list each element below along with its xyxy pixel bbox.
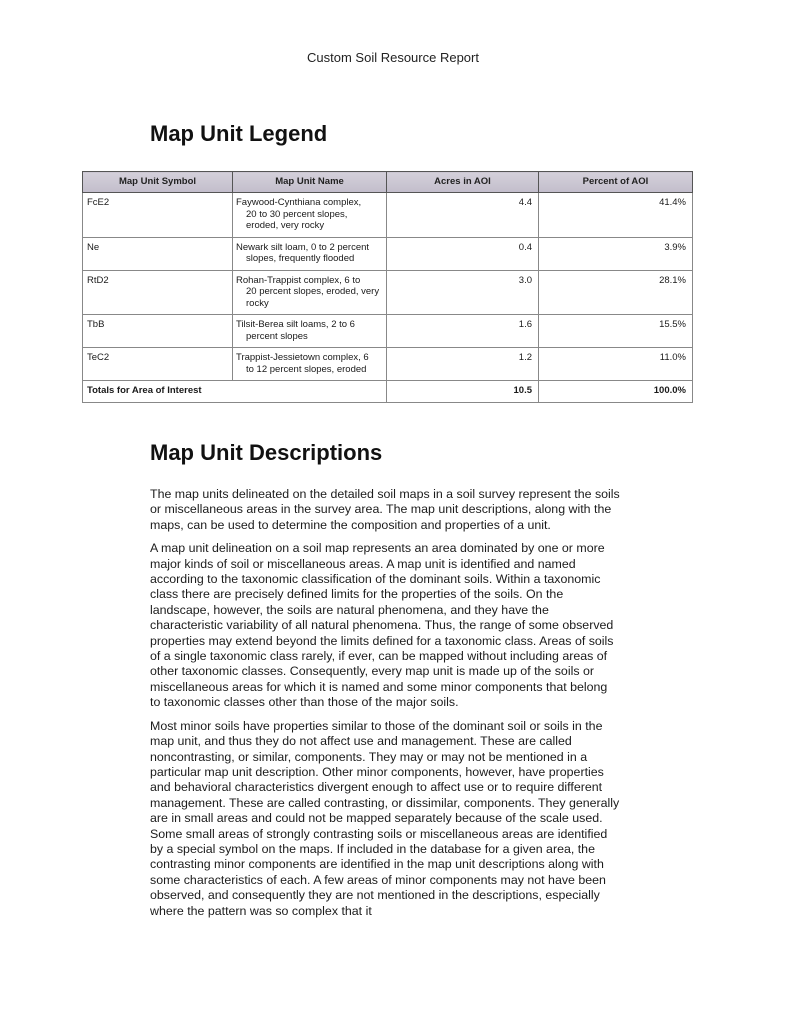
column-header-percent: Percent of AOI [539,172,693,193]
name-text: Trappist-Jessietown complex, 6 [236,352,369,363]
cell-symbol: RtD2 [83,270,233,315]
cell-acres: 0.4 [387,237,539,270]
table-row [83,237,693,270]
cell-name [233,193,387,238]
name-text-continued: 20 to 30 percent slopes, eroded, very rocky [246,208,348,231]
cell-acres: 3.0 [387,270,539,315]
name-text: Rohan-Trappist complex, 6 to [236,274,361,286]
descriptions-body [150,487,620,927]
cell-percent: 28.1% [539,270,693,315]
name-text-continued: to 12 percent slopes, eroded [246,363,367,375]
table-row [83,315,693,348]
table-row [83,270,693,315]
totals-label: Totals for Area of Interest [83,381,387,403]
cell-percent: 3.9% [539,237,693,270]
name-text: Tilsit-Berea silt loams, 2 to 6 [236,319,355,330]
name-text-continued: 20 percent slopes, eroded, very rocky [246,286,380,309]
name-text: Faywood-Cynthiana complex, [236,197,362,208]
paragraph: A map unit delineation on a soil map represents an area dominated by one or more major kinds of soil or miscellaneous areas. A map unit is identified and named according to the taxonomic classification of the dominant soils. Within a taxonomic class there are precisely defined limits for the properties of the soils. On the landscape, however, the soils are natural phenomena, and they have the characteristic variability of all natural phenomena. Thus, the range of some observed properties may extend beyond the limits defined for a taxonomic class. Areas of soils of a single taxonomic class rarely, if ever, can be mapped without including areas of other taxonomic classes. Consequently, every map unit is made up of the soils or miscellaneous areas for which it is named and some minor components that belong to taxonomic classes other than those of the major soils. [150,541,614,710]
column-header-symbol: Map Unit Symbol [83,172,233,193]
cell-symbol: TbB [83,315,233,348]
cell-name [233,315,387,348]
column-header-name: Map Unit Name [233,172,387,193]
name-text-continued: slopes, frequently flooded [246,253,355,264]
cell-acres: 1.2 [387,348,539,381]
cell-name [233,270,387,315]
table-header-row [83,172,693,193]
cell-percent: 11.0% [539,348,693,381]
descriptions-heading: Map Unit Descriptions [150,440,383,465]
table-row [83,193,693,238]
cell-acres: 1.6 [387,315,539,348]
paragraph: The map units delineated on the detailed soil maps in a soil survey represent the soils or miscellaneous areas in the survey area. The map unit descriptions, along with the maps, can be used to determine the composition and properties of a unit. [150,487,620,532]
name-text: Newark silt loam, 0 to 2 percent [236,241,370,253]
table-row [83,348,693,381]
cell-symbol: FcE2 [83,193,233,238]
totals-percent: 100.0% [539,381,693,403]
cell-percent: 41.4% [539,193,693,238]
legend-heading: Map Unit Legend [150,121,328,146]
column-header-acres: Acres in AOI [387,172,539,193]
cell-name [233,237,387,270]
cell-symbol: TeC2 [83,348,233,381]
paragraph: Most minor soils have properties similar to those of the dominant soil or soils in the map unit, and thus they do not affect use and management. These are called noncontrasting, or similar, components. They may or may not be mentioned in a particular map unit description. Other minor components, however, have properties and behavioral characteristics divergent enough to affect use or to require different management. These are called contrasting, or dissimilar, components. They generally are in small areas and could not be mapped separately because of the scale used. Some small areas of strongly contrasting soils or miscellaneous areas are identified by a special symbol on the maps. If included in the database for a given area, the contrasting minor components are identified in the map unit descriptions along with some characteristics of each. A few areas of minor components may not have been observed, and consequently they are not mentioned in the descriptions, especially where the pattern was so complex that it [150,718,620,918]
page-header: Custom Soil Resource Report [307,50,479,65]
cell-symbol: Ne [83,237,233,270]
cell-percent: 15.5% [539,315,693,348]
map-unit-legend-table [82,171,693,403]
cell-acres: 4.4 [387,193,539,238]
totals-acres: 10.5 [387,381,539,403]
cell-name [233,348,387,381]
name-text-continued: percent slopes [246,330,308,342]
totals-row [83,381,693,403]
